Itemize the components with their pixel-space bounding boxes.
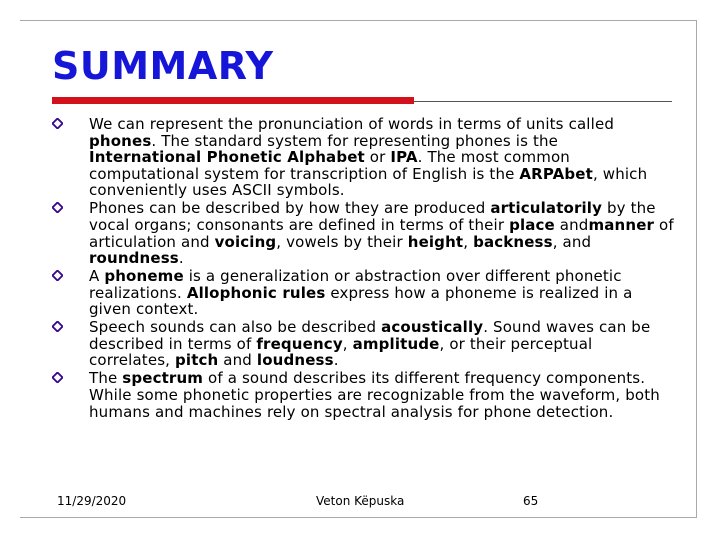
- text-run: is a generalization or abstraction over different phonetic realizations.: [89, 267, 622, 302]
- title-accent-bar: [52, 97, 414, 104]
- bullet-text: [89, 318, 650, 369]
- diamond-bullet-icon: [52, 270, 63, 281]
- text-run: . The standard system for representing phones is the: [151, 131, 559, 150]
- bullet-item: [52, 319, 674, 369]
- bold-term: spectrum: [122, 369, 204, 388]
- bullet-text: [89, 199, 674, 267]
- footer-date: 11/29/2020: [57, 494, 127, 508]
- text-run: , and: [552, 232, 592, 251]
- slide-title: SUMMARY: [52, 44, 274, 88]
- text-run: . The most common computational system for transcription of English is the: [89, 148, 570, 183]
- diamond-bullet-icon: [52, 118, 63, 129]
- bold-term: voicing: [214, 232, 277, 251]
- text-run: We can represent the pronunciation of words in terms of units called: [89, 115, 614, 133]
- bold-term: phoneme: [104, 267, 184, 286]
- text-run: , vowels by their: [276, 232, 408, 251]
- bullet-item: [52, 116, 674, 199]
- footer-page-number: 65: [523, 494, 539, 508]
- text-run: express how a phoneme is realized in a given context.: [89, 283, 633, 319]
- bold-term: acoustically: [381, 318, 484, 337]
- text-run: and: [554, 215, 589, 234]
- bold-term: frequency: [256, 334, 343, 353]
- bullet-list: [52, 116, 674, 422]
- bullet-item: [52, 268, 674, 318]
- text-run: by the vocal organs; consonants are defined in terms of their: [89, 199, 656, 234]
- text-run: or: [364, 148, 391, 167]
- diamond-bullet-icon: [52, 372, 63, 383]
- bullet-item: [52, 370, 674, 420]
- bold-term: ARPAbet: [519, 164, 593, 183]
- text-run: Phones can be described by how they are produced: [89, 199, 491, 218]
- footer-author: Veton Këpuska: [316, 494, 405, 508]
- bullet-text: [89, 369, 660, 420]
- bold-term: amplitude: [352, 334, 440, 353]
- bold-term: Allophonic rules: [186, 283, 326, 302]
- text-run: of articulation and: [89, 215, 674, 251]
- text-run: . Sound waves can be described in terms of: [89, 318, 651, 353]
- text-run: ,: [463, 232, 474, 251]
- text-run: The: [89, 369, 123, 388]
- text-run: of a sound describes its different frequency components. While some phonetic properties are recognizable from the waveform, both humans and machines rely on spectral analysis for phone detection.: [89, 369, 660, 421]
- text-run: Speech sounds can also be described: [89, 318, 382, 337]
- bullet-item: [52, 200, 674, 266]
- text-run: .: [333, 351, 339, 370]
- bold-term: place: [509, 215, 555, 234]
- bold-term: articulatorily: [490, 199, 603, 218]
- diamond-bullet-icon: [52, 202, 63, 213]
- bold-term: backness: [473, 232, 553, 251]
- bold-term: height: [407, 232, 464, 251]
- bold-term: International Phonetic Alphabet: [89, 148, 365, 167]
- bold-term: manner: [588, 215, 655, 234]
- text-run: A: [89, 267, 105, 286]
- bold-term: roundness: [89, 249, 179, 268]
- text-run: , or their perceptual correlates,: [89, 334, 593, 370]
- bold-term: loudness: [256, 351, 334, 370]
- text-run: and: [218, 351, 257, 370]
- text-run: ,: [342, 334, 353, 353]
- diamond-bullet-icon: [52, 321, 63, 332]
- bullet-text: [89, 115, 647, 199]
- bold-term: IPA: [390, 148, 418, 167]
- bold-term: pitch: [175, 351, 219, 370]
- bold-term: phones: [89, 131, 152, 150]
- text-run: .: [178, 249, 184, 268]
- bullet-text: [89, 267, 632, 318]
- text-run: , which conveniently uses ASCII symbols.: [89, 164, 648, 200]
